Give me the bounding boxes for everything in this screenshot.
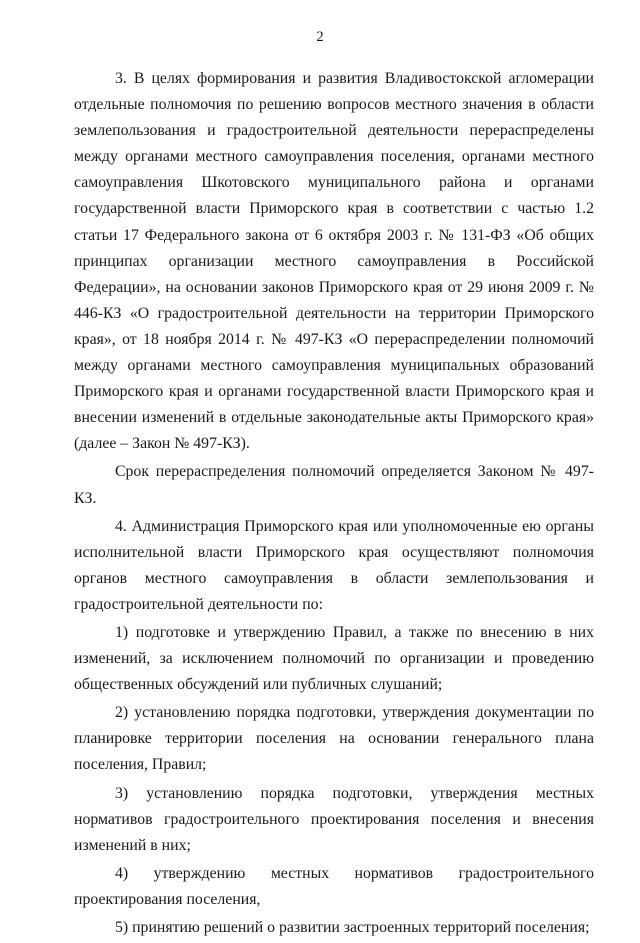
paragraph-section-3: 3. В целях формирования и развития Владивостокской агломерации отдельные полномочия по решению вопросов местного значения в области землепользования и градостроительной деятельности перераспределены между органами местного самоуправления поселения, органами местного самоуправления Шкотовского муниципального района и органами государственной власти Приморского края в соответствии с частью 1.2 статьи 17 Федерального закона от 6 октября 2003 г. № 131-ФЗ «Об общих принципах организации местного самоуправления в Российской Федерации», на основании законов Приморского края от 29 июня 2009 г. № 446-КЗ «О градостроительной деятельности на территории Приморского края», от 18 ноября 2014 г. № 497-КЗ «О перераспределении полномочий между органами местного самоуправления муниципальных образований Приморского края и органами государственной власти Приморского края и внесении изменений в отдельные законодательные акты Приморского края» (далее – Закон № 497-КЗ). [74,70,594,453]
page-number: 2 [316,29,324,45]
list-item-5: 5) принятию решений о развитии застроенных территорий поселения; [115,919,590,936]
list-item-2: 2) установлению порядка подготовки, утверждения документации по планировке территории поселения на основании генерального плана поселения, Правил; [74,704,594,774]
paragraph-section-4: 4. Администрация Приморского края или уполномоченные ею органы исполнительной власти Приморского края осуществляют полномочия органов местного самоуправления в области землепользования и градостроительной деятельности по: [74,517,594,613]
list-item-4: 4) утверждению местных нормативов градостроительного проектирования поселения, [74,864,594,908]
paragraph-redistribution-term: Срок перераспределения полномочий определяется Законом № 497-КЗ. [74,463,594,507]
document-body [74,66,594,943]
list-item-1: 1) подготовке и утверждению Правил, а также по внесению в них изменений, за исключением полномочий по организации и проведению общественных обсуждений или публичных слушаний; [74,623,594,694]
list-item-3: 3) установлению порядка подготовки, утверждения местных нормативов градостроительного проектирования поселения и внесения изменений в них; [74,784,594,854]
